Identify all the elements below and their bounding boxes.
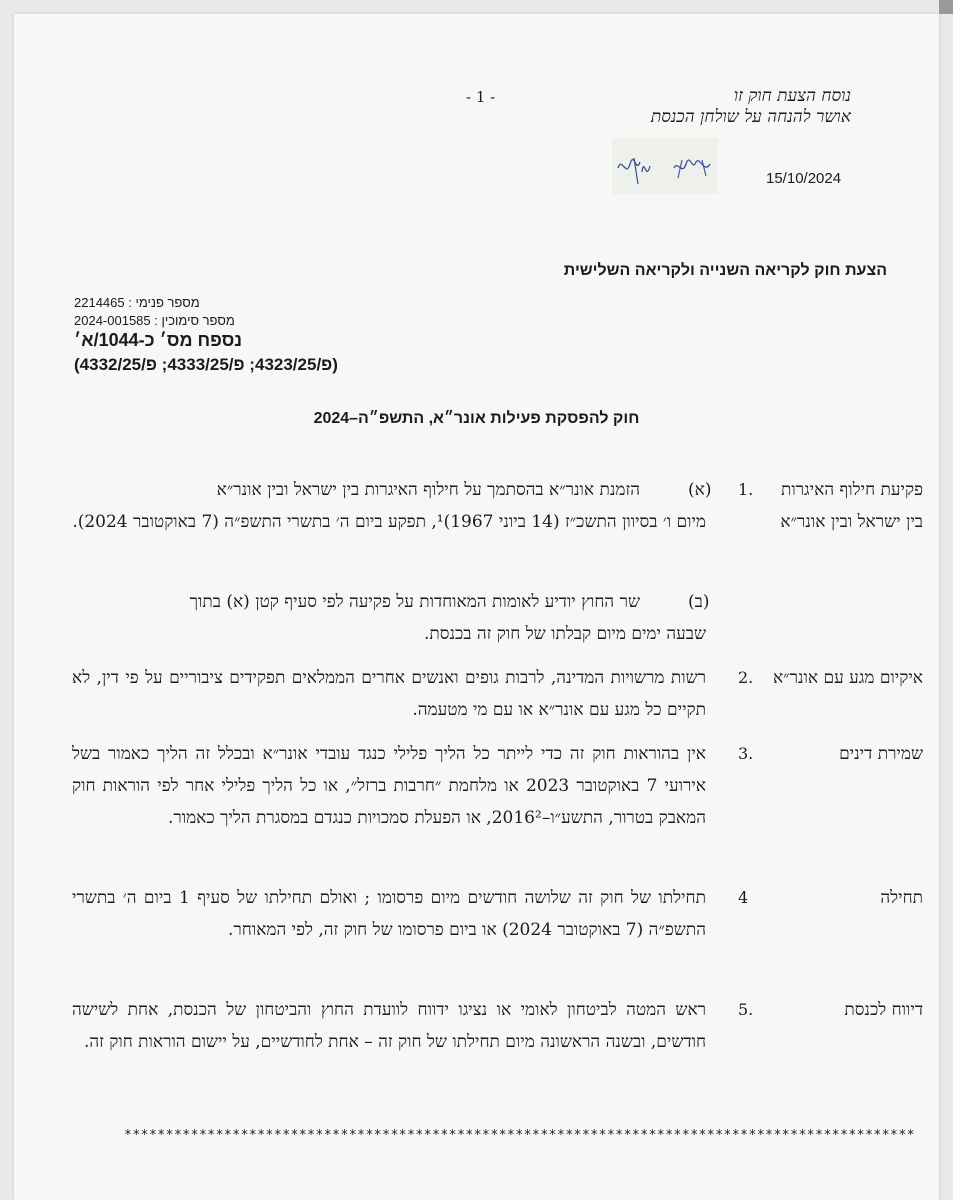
- draft-stamp-line1: נוסח הצעת חוק זו: [733, 86, 851, 106]
- internal-number: מספר פנימי : 2214465: [74, 295, 200, 310]
- section-3-number: 3.: [738, 744, 754, 763]
- section-4-title: תחילה: [880, 888, 923, 908]
- annex-number: נספח מס׳ כ-1044/א׳: [74, 330, 243, 350]
- document-date: 15/10/2024: [766, 170, 842, 187]
- section-2-number: 2.: [738, 668, 754, 687]
- draft-stamp-line2: אושר להנחה על שולחן הכנסת: [650, 107, 851, 127]
- section-2-text: רשות מרשויות המדינה, לרבות גופים ואנשים אחרים הממלאים תפקידים ציבוריים על פי דין, לא תקיים כל מגע עם אונר״א או עם מי מטעמה.: [72, 668, 706, 720]
- section-1b-text-line1: שר החוץ יודיע לאומות המאוחדות על פקיעה לפי סעיף קטן (א) בתוך: [189, 592, 640, 612]
- section-4-number: 4: [738, 888, 749, 907]
- section-3-text: אין בהוראות חוק זה כדי לייתר כל הליך פלילי כנגד עובדי אונר״א ובכלל זה הליך כאמור בשל אירועי 7 באוקטובר 2023 או מלחמת ״חרבות ברזל״, או כל הליך פלילי אחר לפי הוראות חוק המאבק בטרור, התשע״ו–2016², או הפעלת סמכויות כנגדם במסגרת הליך כאמור.: [72, 744, 706, 828]
- section-5-title: דיווח לכנסת: [844, 1000, 923, 1020]
- section-1-number: 1.: [738, 480, 754, 499]
- reading-heading: הצעת חוק לקריאה השנייה ולקריאה השלישית: [563, 262, 887, 279]
- page-number: - 1 -: [466, 88, 496, 106]
- section-5-number: 5.: [738, 1000, 754, 1019]
- section-1a-label: (א): [688, 480, 712, 500]
- reference-number: מספר סימוכין : 2024-001585: [74, 313, 235, 328]
- law-title: חוק להפסקת פעילות אונר״א, התשפ״ה–2024: [313, 410, 640, 427]
- footer-separator: ***********************************************************************************************: [124, 1128, 916, 1143]
- section-1-title: פקיעת חילוף האיגרות בין ישראל ובין אונר״א: [780, 480, 923, 532]
- section-5-text: ראש המטה לביטחון לאומי או נציגו ידווח לוועדת החוץ והביטחון של הכנסת, אחת לשישה חודשים, ובשנה הראשונה מיום תחילתו של חוק זה – אחת לחודשיים, על יישום הוראות חוק זה.: [72, 1000, 706, 1052]
- section-3-title: שמירת דינים: [839, 744, 923, 764]
- section-4-text: תחילתו של חוק זה שלושה חודשים מיום פרסומו ; ואולם תחילתו של סעיף 1 ביום ה׳ בתשרי התשפ״ה (7 באוקטובר 2024) או ביום פרסומו של חוק זה, לפי המאוחר.: [72, 888, 706, 940]
- window-corner-control[interactable]: [939, 0, 953, 14]
- section-1b-label: (ב): [688, 592, 710, 612]
- section-1a-text-line1: הזמנת אונר״א בהסתמך על חילוף האיגרות בין ישראל ובין אונר״א: [216, 480, 640, 500]
- handwritten-signature: [612, 138, 718, 194]
- section-1b-text-cont: שבעה ימים מיום קבלתו של חוק זה בכנסת.: [424, 624, 706, 644]
- bill-references: (פ/4323/25; פ/4333/25; פ/4332/25): [74, 355, 338, 374]
- section-1a-text-cont: מיום ו׳ בסיוון התשכ״ז (14 ביוני 1967)¹, תפקע ביום ה׳ בתשרי התשפ״ה (7 באוקטובר 2024).: [72, 512, 706, 532]
- section-2-title: איקיום מגע עם אונר״א: [772, 668, 923, 688]
